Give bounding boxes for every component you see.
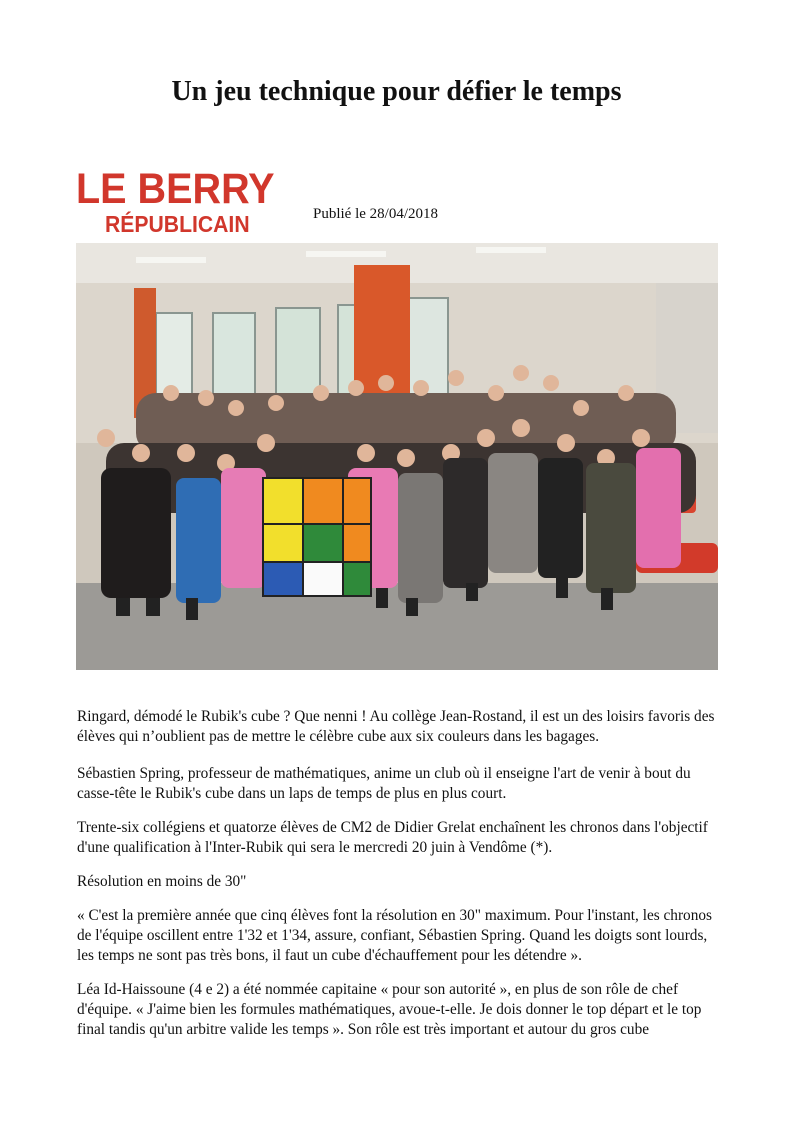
paragraph: Ringard, démodé le Rubik's cube ? Que nenni ! Au collège Jean-Rostand, il est un des loisirs favoris des élèves qui n’oublient pas de mettre le célèbre cube aux six couleurs dans les bagages.	[77, 708, 715, 745]
rubiks-cube	[263, 478, 371, 596]
paragraph: « C'est la première année que cinq élèves font la résolution en 30" maximum. Pour l'instant, les chronos de l'équipe oscillent entre 1'32 et 1'34, assure, confiant, Sébastien Spring. Quand les doigts sont lourds, les temps ne sont pas très bons, il faut un cube d'échauffement pour les détendre ».	[77, 907, 712, 964]
article-photo	[76, 243, 718, 670]
article-title: Un jeu technique pour défier le temps	[171, 76, 622, 107]
newspaper-logo	[76, 165, 276, 240]
logo-line-1: LE BERRY	[76, 165, 275, 213]
publication-date: Publié le 28/04/2018	[313, 206, 438, 222]
paragraph: Léa Id-Haissoune (4 e 2) a été nommée capitaine « pour son autorité », en plus de son rôle de chef d'équipe. « J'aime bien les formules mathématiques, avoue-t-elle. Je dois donner le top départ et le top final tandis qu'un arbitre valide les temps ». Son rôle est très important et autour du gros cube	[77, 981, 702, 1038]
article-body	[77, 707, 722, 1054]
paragraph: Trente-six collégiens et quatorze élèves de CM2 de Didier Grelat enchaînent les chronos dans l'objectif d'une qualification à l'Inter-Rubik qui sera le mercredi 20 juin à Vendôme (*).	[77, 819, 708, 856]
subheading: Résolution en moins de 30"	[77, 873, 247, 890]
logo-line-2: RÉPUBLICAIN	[105, 211, 250, 237]
paragraph: Sébastien Spring, professeur de mathématiques, anime un club où il enseigne l'art de venir à bout du casse-tête le Rubik's cube dans un laps de temps de plus en plus court.	[77, 765, 691, 802]
